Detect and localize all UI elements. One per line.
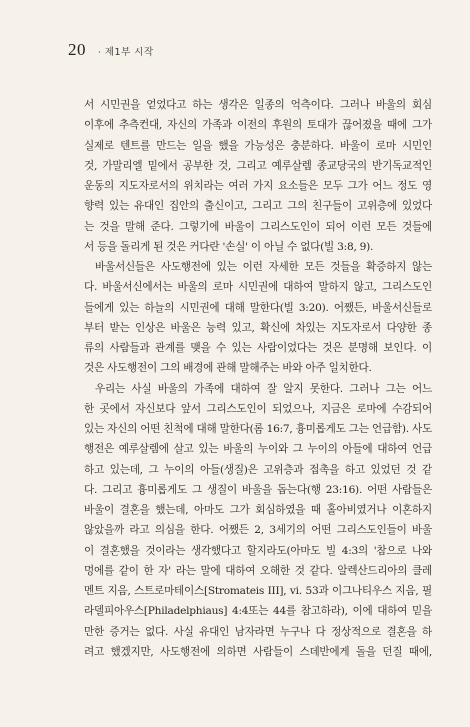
text-line: 않았을까 라고 의심을 한다. 어쨌든 2, 3세기의 어떤 그리스도인들이 바울 xyxy=(84,524,432,537)
text-line: 들에게 있는 하늘의 시민권에 대해 말한다(빌 3:20). 어쨌든, 바울서신들로 xyxy=(84,301,432,314)
text-line: 는 것을 말해 준다. 그렇기에 바울이 그리스도인이 되어 이런 모든 것들에 xyxy=(84,220,432,233)
text-line: 운동의 지도자로서의 위치라는 여러 가지 요소들은 모두 그가 어느 정도 영 xyxy=(84,180,432,192)
text-line: 부터 받는 인상은 바울은 능력 있고, 확신에 차있는 지도자로서 다양한 종 xyxy=(84,321,432,334)
text-line: 려고 했겠지만, 사도행전에 의하면 사람들이 스데반에게 돌을 던질 때에, xyxy=(84,645,432,658)
text-line: 이후에 추측컨대, 자신의 가족과 이전의 후원의 토대가 끊어졌을 때에 그가 xyxy=(84,119,432,132)
text-line: 바울서신들은 사도행전에 있는 이런 자세한 모든 것들을 확증하지 않는 xyxy=(95,261,432,273)
paragraph-1 xyxy=(84,95,432,257)
text-line: 다. 그리고 흉미롭게도 그 생질이 바울을 돕는다(행 23:16). 어떤 사람들은 xyxy=(84,483,432,496)
page-header xyxy=(68,40,154,60)
text-line: 다. 바울서신에서는 바울의 로마 시민권에 대하여 말하지 않고, 그리스도인 xyxy=(84,281,432,294)
text-line: 라델피아우스[Philadelphiaus] 4:4또는 44를 참고하라), 이에 대하여 믿을 xyxy=(84,605,432,618)
text-line: 것, 가말리엘 밑에서 공부한 것, 그리고 예루살렘 종교당국의 반기독교적인 xyxy=(84,159,432,172)
paragraph-3 xyxy=(84,379,432,663)
header-separator: · xyxy=(98,48,101,58)
text-line: 한 곳에서 자신보다 앞서 그리스도인이 되었으나, 지금은 로마에 수감되어 xyxy=(84,402,432,415)
text-line: 바울이 결혼을 했는데, 아마도 그가 회심하였을 때 홀아비였거나 이혼하지 xyxy=(84,504,432,516)
text-line: 것은 사도행전이 그의 배경에 관해 말해주는 바와 아주 일치한다. xyxy=(84,362,372,375)
text-line: 이 결혼했을 것이라는 생각했다고 할지라도(아마도 빌 4:3의 '참으로 나와 xyxy=(84,544,432,557)
text-line: 행전은 예루살렘에 살고 있는 바울의 누이와 그 누이의 아들에 대하여 언급 xyxy=(84,443,432,456)
text-line: 우리는 사실 바울의 가족에 대하여 잘 알지 못한다. 그러나 그는 어느 xyxy=(95,382,432,395)
text-line: 만한 증거는 없다. 사실 유대인 남자라면 누구나 다 정상적으로 결혼을 하 xyxy=(84,625,432,638)
text-line: 서 시민권을 얻었다고 하는 생각은 일종의 억측이다. 그러나 바울의 회심 xyxy=(84,99,432,111)
page-number: 20 xyxy=(68,40,86,59)
text-line: 서 등을 돌리게 된 것은 커다란 '손실' 이 아닐 수 없다(빌 3:8, 9). xyxy=(84,240,374,253)
text-line: 있는 자신의 어떤 친척에 대해 말한다(롬 16:7, 흉미롭게도 그는 언급함). 사도 xyxy=(84,423,432,435)
text-line: 향력 있는 유대인 집안의 출신이고, 그리고 그의 친구들이 고위층에 있었다 xyxy=(84,200,432,213)
body-text xyxy=(84,95,432,662)
text-line: 멘트 지음, 스트로마테이스[Stromateis III], vi. 53과 이그나티우스 지음, 필 xyxy=(84,585,432,597)
text-line: 실제로 텐트를 만드는 일을 했을 가능성은 충분하다. 바울이 로마 시민인 xyxy=(84,139,432,152)
text-line: 멍에를 같이 한 자' 라는 말에 대하여 오해한 것 같다. 알렉산드리아의 클레 xyxy=(84,564,432,577)
paragraph-2 xyxy=(84,257,432,379)
text-line: 하고 있는데, 그 누이의 아들(생질)은 고위층과 접촉을 하고 있었던 것 같 xyxy=(84,463,432,476)
running-head: 제1부 시작 xyxy=(104,47,154,58)
text-line: 류의 사람들과 관계를 맺을 수 있는 사람이었다는 것은 분명해 보인다. 이 xyxy=(84,342,432,354)
